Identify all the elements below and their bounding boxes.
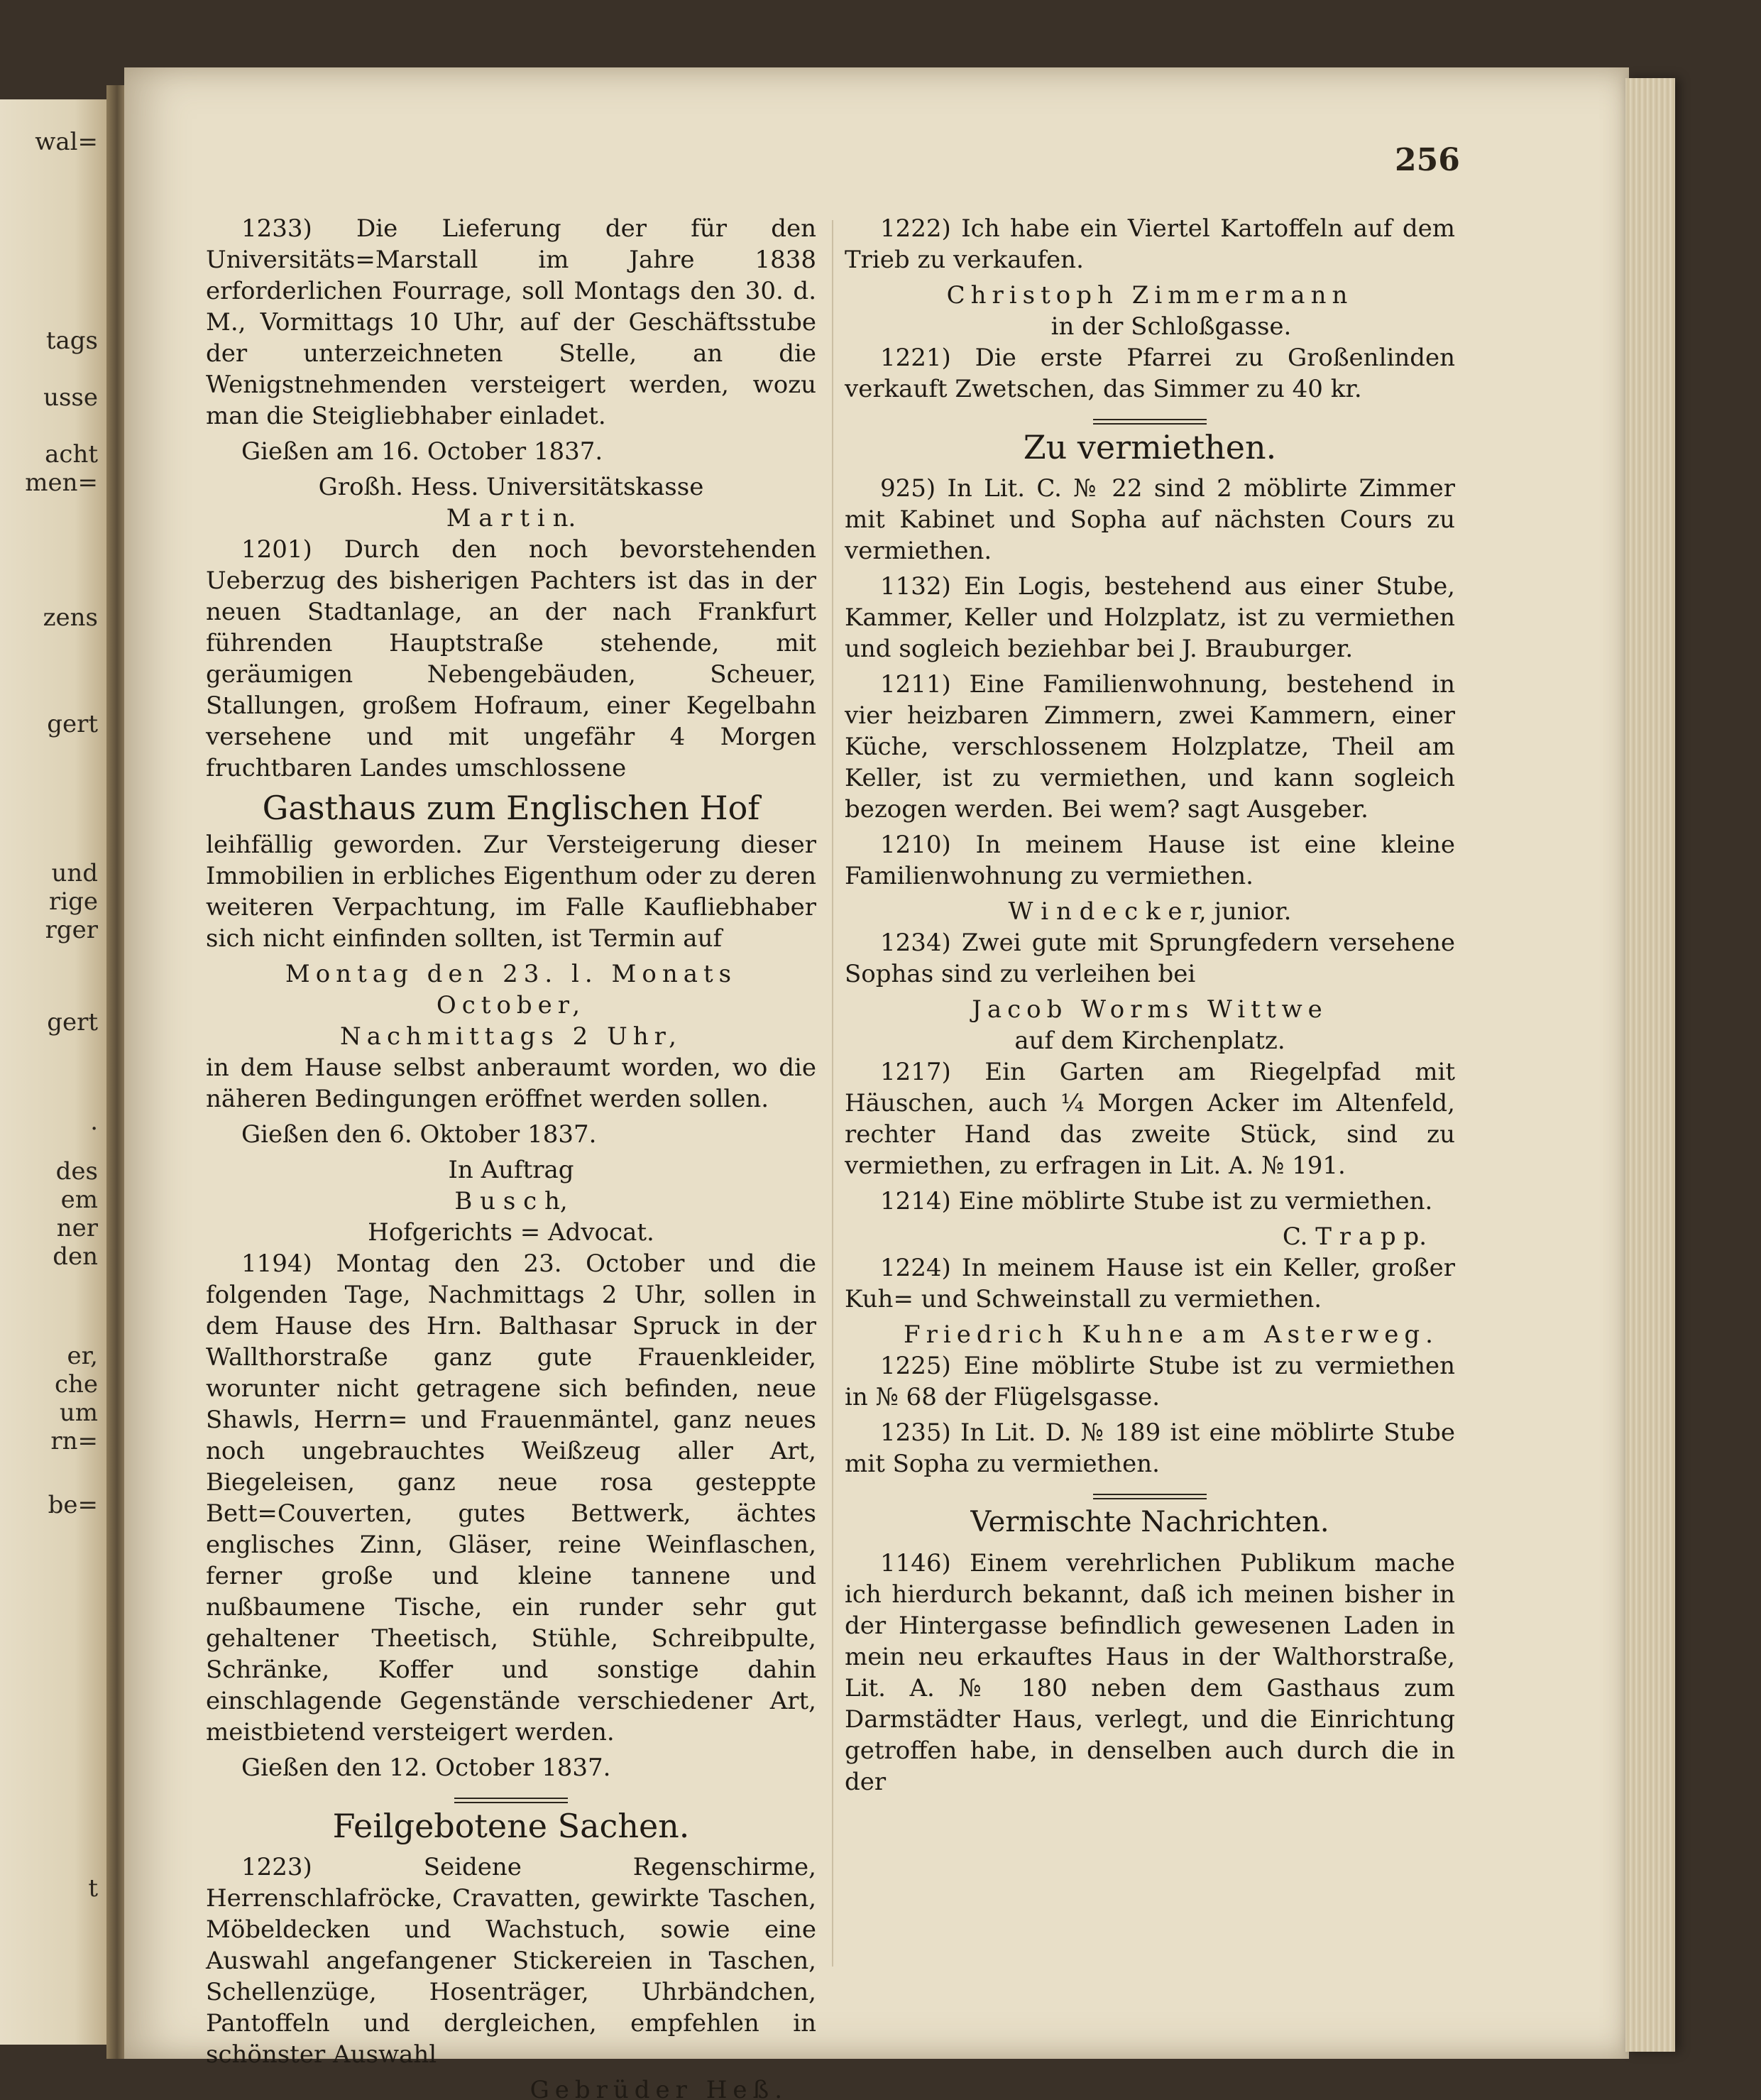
left-margin-fragment: ner <box>56 1214 98 1242</box>
notice-1201-part3: in dem Hause selbst anberaumt worden, wo die näheren Bedingungen eröffnet werden sollen. <box>206 1054 816 1113</box>
notice-1233-signature-office: Großh. Hess. Universitätskasse <box>318 473 704 501</box>
notice-1211: 1211) Eine Familienwohnung, bestehend in vier heizbaren Zimmern, zwei Kammern, einer Küche, verschlossenem Holzplatze, Theil am Keller, ist zu vermiethen, und kann sogleich bezogen werden. Bei wem? sagt Ausgeber. <box>845 670 1455 824</box>
notice-1224-signature: Friedrich Kuhne am Asterweg. <box>904 1320 1439 1349</box>
left-margin-fragment: . <box>90 1108 98 1136</box>
notice-925: 925) In Lit. C. № 22 sind 2 möblirte Zimmer mit Kabinet und Sopha auf nächsten Cours zu vermiethen. <box>845 474 1455 565</box>
notice-1132: 1132) Ein Logis, bestehend aus einer Stube, Kammer, Keller und Holzplatz, ist zu vermiethen und sogleich beziehbar bei J. Brauburger. <box>845 572 1455 663</box>
page-stack-edge <box>1625 78 1675 2052</box>
left-margin-fragment: men= <box>25 469 98 497</box>
notice-1201-date-line2: Nachmittags 2 Uhr, <box>339 1022 682 1051</box>
left-margin-fragment: um <box>59 1399 98 1427</box>
left-margin-fragment: che <box>54 1370 98 1399</box>
notice-1201-signature-line2: B u s c h, <box>454 1187 568 1215</box>
left-margin-fragment: t <box>88 1874 98 1903</box>
notice-1201-date-line1: Montag den 23. l. Monats October, <box>285 960 737 1019</box>
left-margin-fragment: usse <box>43 383 98 412</box>
notice-1194: 1194) Montag den 23. October und die folgenden Tage, Nachmittags 2 Uhr, sollen in dem Hause des Hrn. Balthasar Spruck in der Wallthorstraße ganz gute Frauenkleider, worunter nicht getragene sich befinden, neue Shawls, Herrn= und Frauenmäntel, ganz neues noch ungebrauchtes Weißzeug aller Art, Biegeleisen, ganz neue rosa gesteppte Bett=Couverten, gutes Bettwerk, ächtes englisches Zinn, Gläser, reine Weinflaschen, ferner große und kleine tannene und nußbaumene Tische, ein runder sehr gut gehaltener Theetisch, Stühle, Schreibpulte, Schränke, Koffer und sonstige dahin einschlagende Gegenstände verschiedener Art, meistbietend versteigert werden. <box>206 1249 816 1746</box>
notice-1224: 1224) In meinem Hause ist ein Keller, großer Kuh= und Schweinstall zu vermiethen. <box>845 1254 1455 1313</box>
notice-1233-place-date: Gießen am 16. October 1837. <box>241 437 603 466</box>
left-margin-fragment: acht <box>45 440 98 469</box>
notice-1223: 1223) Seidene Regenschirme, Herrenschlafröcke, Cravatten, gewirkte Taschen, Möbeldecken und Wachstuch, sowie eine Auswahl angefangener Stickereien in Taschen, Schellenzüge, Hosenträger, Uhrbändchen, Pantoffeln und dergleichen, empfehlen in schönster Auswahl <box>206 1853 816 2069</box>
section-rule <box>1093 419 1207 425</box>
left-margin-fragment: gert <box>47 1008 98 1037</box>
notice-1194-place-date: Gießen den 12. October 1837. <box>241 1754 611 1782</box>
notice-1225: 1225) Eine möblirte Stube ist zu vermiethen in № 68 der Flügelsgasse. <box>845 1352 1455 1411</box>
section-heading-vermiethen: Zu vermiethen. <box>1023 428 1277 466</box>
page-number: 256 <box>1395 142 1460 178</box>
column-divider <box>832 220 833 1967</box>
notice-1223-signature: Gebrüder Heß. <box>530 2076 788 2100</box>
left-margin-fragment: rige <box>48 887 98 916</box>
left-margin-fragment: wal= <box>35 128 98 156</box>
notice-1201-signature-line3: Hofgerichts = Advocat. <box>368 1218 654 1247</box>
notice-1233: 1233) Die Lieferung der für den Universitäts=Marstall im Jahre 1838 erforderlichen Fourrage, soll Montags den 30. d. M., Vormittags 10 Uhr, auf der Geschäftsstube der unterzeichneten Stelle, an die Wenigstnehmenden versteigert werden, wozu man die Steigliebhaber einladet. <box>206 214 816 430</box>
notice-1201-part2: leihfällig geworden. Zur Versteigerung dieser Immobilien in erbliches Eigenthum oder zu deren weiteren Verpachtung, im Falle Kaufliebhaber sich nicht einfinden sollten, ist Termin auf <box>206 831 816 953</box>
left-margin-fragment: em <box>60 1186 98 1214</box>
notice-1201-place-date: Gießen den 6. Oktober 1837. <box>241 1120 597 1149</box>
left-margin-fragment: den <box>53 1242 98 1271</box>
notice-1217: 1217) Ein Garten am Riegelpfad mit Häuschen, auch ¼ Morgen Acker im Altenfeld, rechter Hand das zweite Stück, sind zu vermiethen, zu erfragen in Lit. A. № 191. <box>845 1058 1455 1180</box>
notice-1214: 1214) Eine möblirte Stube ist zu vermiethen. <box>880 1187 1433 1215</box>
notice-1214-signature: C. T r a p p. <box>1282 1223 1427 1251</box>
notice-1233-signature-name: M a r t i n. <box>446 504 576 532</box>
notice-1221: 1221) Die erste Pfarrei zu Großenlinden verkauft Zwetschen, das Simmer zu 40 kr. <box>845 344 1455 403</box>
notice-1222-signature-place: in der Schloßgasse. <box>1050 312 1292 341</box>
section-rule <box>1093 1494 1207 1499</box>
left-column <box>206 213 816 2100</box>
notice-1235: 1235) In Lit. D. № 189 ist eine möblirte Stube mit Sopha zu vermiethen. <box>845 1418 1455 1478</box>
left-margin-fragment: gert <box>47 710 98 738</box>
notice-1234: 1234) Zwei gute mit Sprungfedern versehene Sophas sind zu verleihen bei <box>845 929 1455 988</box>
left-margin-fragment: be= <box>48 1491 98 1519</box>
notice-1222: 1222) Ich habe ein Viertel Kartoffeln auf dem Trieb zu verkaufen. <box>845 214 1455 274</box>
notice-1146: 1146) Einem verehrlichen Publikum mache ich hierdurch bekannt, daß ich meinen bisher in der Hintergasse befindlich gewesenen Laden in mein neu erkauftes Haus in der Walthorstraße, Lit. A. № 180 neben dem Gasthaus zum Darmstädter Haus, verlegt, und die Einrichtung getroffen habe, in denselben auch durch die in der <box>845 1549 1455 1796</box>
left-margin-fragment: rger <box>45 916 98 944</box>
left-margin-fragment: und <box>51 859 98 887</box>
section-heading-feilgebotene: Feilgebotene Sachen. <box>332 1807 690 1845</box>
right-column <box>845 213 1455 1802</box>
notice-1210-signature: W i n d e c k e r, junior. <box>1008 897 1292 926</box>
notice-1210: 1210) In meinem Hause ist eine kleine Familienwohnung zu vermiethen. <box>845 831 1455 890</box>
left-margin-fragment: zens <box>43 603 98 632</box>
notice-1201-part1: 1201) Durch den noch bevorstehenden Ueberzug des bisherigen Pachters ist das in der neuen Stadtanlage, an der nach Frankfurt führenden Hauptstraße stehende, mit geräumigen Nebengebäuden, Scheuer, Stallungen, großem Hofraum, einer Kegelbahn versehene und mit ungefähr 4 Morgen fruchtbaren Landes umschlossene <box>206 535 816 782</box>
notice-1201-signature-line1: In Auftrag <box>448 1156 574 1184</box>
notice-1222-signature-name: Christoph Zimmermann <box>946 281 1354 310</box>
section-heading-vermischte: Vermischte Nachrichten. <box>970 1506 1329 1538</box>
left-margin-fragment: tags <box>45 327 98 355</box>
section-rule <box>454 1798 568 1803</box>
notice-1234-signature-place: auf dem Kirchenplatz. <box>1014 1027 1285 1055</box>
left-margin-fragment: rn= <box>50 1427 98 1455</box>
left-margin-fragment: er, <box>67 1342 98 1370</box>
left-page-edge <box>0 99 106 2045</box>
notice-1234-signature-name: Jacob Worms Wittwe <box>972 995 1328 1024</box>
notice-1201-title: Gasthaus zum Englischen Hof <box>262 789 760 827</box>
left-margin-fragment: des <box>55 1157 98 1186</box>
